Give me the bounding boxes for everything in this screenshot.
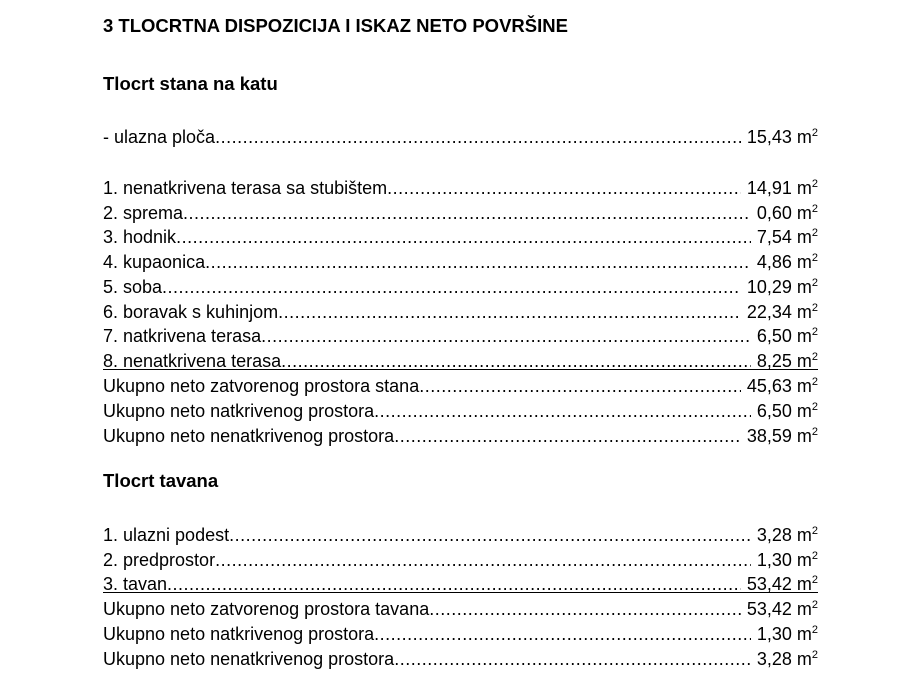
room-label: 1. ulazni podest <box>103 525 230 545</box>
floor-room-row <box>103 197 818 221</box>
total-label: Ukupno neto natkrivenog prostora <box>103 401 375 421</box>
room-label: 4. kupaonica <box>103 252 206 272</box>
room-label: 7. natkrivena terasa <box>103 326 262 346</box>
room-value: 7,54 $m^2$ <box>756 227 818 247</box>
floor-total-row <box>103 395 818 419</box>
room-label: 5. soba <box>103 277 163 297</box>
attic-room-row <box>103 544 818 568</box>
total-value: 53,42 $m^2$ <box>746 599 818 619</box>
room-label: 3. hodnik <box>103 227 177 247</box>
room-value: 8,25 $m^2$ <box>756 351 818 371</box>
floor-total-row <box>103 370 818 394</box>
room-value: 53,42 $m^2$ <box>746 574 818 594</box>
floor-total-row <box>103 420 818 444</box>
total-value: 45,63 $m^2$ <box>746 376 818 396</box>
room-value: 3,28 $m^2$ <box>756 525 818 545</box>
leader-dots <box>394 647 751 671</box>
total-label: Ukupno neto nenatkrivenog prostora <box>103 649 395 669</box>
leader-dots <box>394 424 741 448</box>
entry-label: - ulazna ploča <box>103 127 216 147</box>
total-value: 3,28 $m^2$ <box>756 649 818 669</box>
floor-room-row <box>103 172 818 196</box>
room-label: 1. nenatkrivena terasa sa stubištem <box>103 178 388 198</box>
total-label: Ukupno neto zatvorenog prostora stana <box>103 376 420 396</box>
floor-room-row <box>103 271 818 295</box>
leader-dots <box>215 125 741 149</box>
attic-total-row <box>103 593 818 617</box>
room-value: 0,60 $m^2$ <box>756 203 818 223</box>
total-label: Ukupno neto natkrivenog prostora <box>103 624 375 644</box>
section-title: 3 TLOCRTNA DISPOZICIJA I ISKAZ NETO POVRŠINE <box>103 15 568 36</box>
room-value: 6,50 $m^2$ <box>756 326 818 346</box>
total-value: 6,50 $m^2$ <box>756 401 818 421</box>
room-label: 2. predprostor <box>103 550 216 570</box>
room-label: 6. boravak s kuhinjom <box>103 302 279 322</box>
room-value: 1,30 $m^2$ <box>756 550 818 570</box>
room-value: 4,86 $m^2$ <box>756 252 818 272</box>
room-value: 14,91 $m^2$ <box>746 178 818 198</box>
entry-row <box>103 121 818 145</box>
floor-room-row <box>103 320 818 344</box>
floor-room-row <box>103 296 818 320</box>
entry-value: 15,43 $m^2$ <box>746 127 818 147</box>
room-label: 3. tavan <box>103 574 168 594</box>
room-label: 8. nenatkrivena terasa <box>103 351 282 371</box>
room-label: 2. sprema <box>103 203 184 223</box>
attic-total-row <box>103 618 818 642</box>
floor-room-row <box>103 345 818 370</box>
attic-total-row <box>103 643 818 667</box>
total-value: 38,59 $m^2$ <box>746 426 818 446</box>
room-value: 22,34 $m^2$ <box>746 302 818 322</box>
floor-heading: Tlocrt stana na katu <box>103 73 278 94</box>
floor-room-row <box>103 221 818 245</box>
attic-room-row <box>103 568 818 593</box>
total-label: Ukupno neto zatvorenog prostora tavana <box>103 599 430 619</box>
attic-room-row <box>103 519 818 543</box>
total-value: 1,30 $m^2$ <box>756 624 818 644</box>
floor-room-row <box>103 246 818 270</box>
room-value: 10,29 $m^2$ <box>746 277 818 297</box>
attic-heading: Tlocrt tavana <box>103 470 219 491</box>
total-label: Ukupno neto nenatkrivenog prostora <box>103 426 395 446</box>
